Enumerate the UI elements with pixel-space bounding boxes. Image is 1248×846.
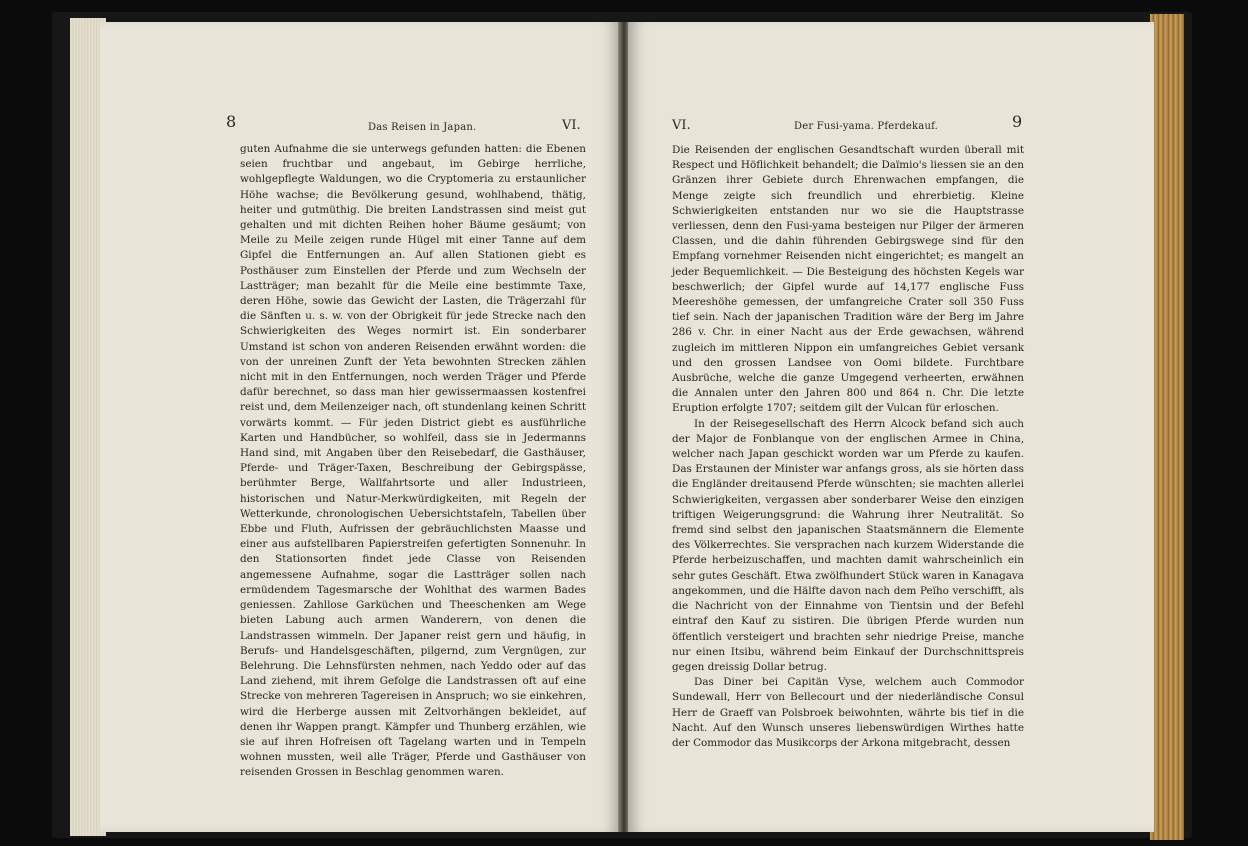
paragraph: In der Reisegesellschaft des Herrn Alcock befand sich auch der Major de Fonblanque von der englischen Armee in China, welcher nach Japan geschickt worden war um Pferde zu kaufen. Das Erstaunen der Minister war anfangs gross, als sie hörten dass die Engländer dreitausend Pferde wünschten; sie machten allerlei Schwierigkeiten, vergassen aber sonderbarer Weise den einzigen triftigen Weigerungsgrund: die Wahrung ihrer Neutralität. So fremd sind selbst den japanischen Staatsmännern die Elemente des Völkerrechtes. Sie versprachen nach kurzem Widerstande die Pferde herbeizuschaffen, und machten damit wahrscheinlich ein sehr gutes Geschäft. Etwa zwölfhundert Stück waren in Kanagava angekommen, und die Hälfte davon nach dem Peïho verschifft, als die Nachricht von der Einnahme von Tientsin und der Befehl eintraf den Kauf zu sistiren. Die übrigen Pferde wurden nun öffentlich versteigert und brachten sehr niedrige Preise, manche nur einen Itsibu, während beim Einkauf der Durchschnittspreis gegen dreissig Dollar betrug. [672,417,1024,673]
paragraph: Die Reisenden der englischen Gesandtschaft wurden überall mit Respect und Höflichkeit behandelt; die Daïmio's liessen sie an den Gränzen ihrer Gebiete durch Ehrenwachen empfangen, die Menge zeigte sich freundlich und ehrerbietig. Kleine Schwierigkeiten entstanden nur wo sie die Hauptstrasse verliessen, denn den Fusi-yama besteigen nur Pilger der ärmeren Classen, und die dahin führenden Gebirgswege sind für den Empfang vornehmer Reisenden nicht eingerichtet; es mangelt an jeder Bequemlichkeit. — Die Besteigung des höchsten Kegels war beschwerlich; der Gipfel wurde auf 14,177 englische Fuss Meereshöhe gemessen, der umfangreiche Crater soll 350 Fuss tief sein. Nach der japanischen Tradition wäre der Berg im Jahre 286 v. Chr. in einer Nacht aus der Erde gewachsen, während zugleich im mittleren Nippon ein umfangreiches Gebiet versank und den grossen Landsee von Oomi bildete. Furchtbare Ausbrüche, welche die ganze Umgegend verheerten, erwähnen die Annalen unter den Jahren 800 und 864 n. Chr. Die letzte Eruption erfolgte 1707; seitdem gilt der Vulcan für erloschen. [672,144,1024,415]
right-running-head [628,106,1154,140]
left-running-head [100,106,620,140]
right-page [628,22,1154,832]
paragraph: Das Diner bei Capitän Vyse, welchem auch Commodor Sundewall, Herr von Bellecourt und der niederländische Consul Herr de Graeff van Polsbroek beiwohnten, währte bis tief in die Nacht. Auf den Wunsch unseres liebenswürdigen Wirthes hatte der Commodor das Musikcorps der Arkona mitgebracht, dessen [672,676,1024,749]
paragraph: guten Aufnahme die sie unterwegs gefunden hatten: die Ebenen seien fruchtbar und angebaut, im Gebirge herrliche, wohlgepflegte Waldungen, wo die Cryptomeria zu erstaunlicher Höhe wachse; die Bevölkerung gesund, wohlhabend, thätig, heiter und gutmüthig. Die breiten Landstrassen sind meist gut gehalten und mit dichten Reihen hoher Bäume gesäumt; von Meile zu Meile zeigen runde Hügel mit einer Tanne auf dem Gipfel die Entfernungen an. Auf allen Stationen giebt es Posthäuser zum Einstellen der Pferde und zum Wechseln der Lastträger; man bezahlt für die Meile eine bestimmte Taxe, deren Höhe, sowie das Gewicht der Lasten, die Trägerzahl für die Sänften u. s. w. von der Obrigkeit für jede Strecke nach den Schwierigkeiten des Weges normirt ist. Ein sonderbarer Umstand ist schon von anderen Reisenden erwähnt worden: die von der unreinen Zunft der Yeta bewohnten Strecken zählen nicht mit in den Entfernungen, noch werden Träger und Pferde dafür berechnet, so dass man hier gewissermaassen kostenfrei reist und, dem Meilenzeiger nach, oft stundenlang keinen Schritt vorwärts kommt. — Für jeden District giebt es ausführliche Karten und Handbücher, so wohlfeil, dass sie in Jedermanns Hand sind, mit Angaben über den Reisebedarf, die Gasthäuser, Pferde- und Träger-Taxen, Beschreibung der Gebirgspässe, berühmter Berge, Wallfahrtsorte und aller Industrieen, historischen und Natur-Merkwürdigkeiten, mit Regeln der Wetterkunde, chronologischen Uebersichtstafeln, Tabellen über Ebbe und Fluth, Aufrissen der gebräuchlichsten Maasse und einer aus aufstellbaren Papierstreifen gefertigten Sonnenuhr. In den Stationsorten findet jede Classe von Reisenden angemessene Aufnahme, sogar die Lastträger sollen nach ermüdendem Tagesmarsche der Wohlthat des warmen Bades geniessen. Zahllose Garküchen und Theeschenken am Wege bieten Labung auch armen Wanderern, von denen die Landstrassen wimmeln. Der Japaner reist gern und häufig, in Berufs- und Handelsgeschäften, pilgernd, zum Vergnügen, zur Belehrung. Die Lehnsfürsten nehmen, nach Yeddo oder auf das Land ziehend, mit ihrem Gefolge die Landstrassen oft auf eine Strecke von mehreren Tagereisen in Anspruch; wo sie einkehren, wird die Herberge aussen mit Zeltvorhängen bekleidet, auf denen ihr Wappen prangt. Kämpfer und Thunberg erzählen, wie sie auf ihren Hofreisen oft Tagelang warten und in Tempeln wohnen mussten, weil alle Träger, Pferde und Gasthäuser von reisenden Grossen in Beschlag genommen waren. [240,143,586,779]
chapter-number-left: VI. [562,118,581,133]
right-body-text [672,143,1024,751]
running-title-left: Das Reisen in Japan. [368,122,477,133]
running-title-right: Der Fusi-yama. Pferdekauf. [794,121,939,132]
left-body-text [240,142,586,781]
page-number-left: 8 [226,112,237,131]
left-page [100,22,620,832]
gilt-page-edges [1150,14,1184,840]
chapter-number-right: VI. [672,118,691,133]
page-number-right: 9 [1012,112,1023,131]
